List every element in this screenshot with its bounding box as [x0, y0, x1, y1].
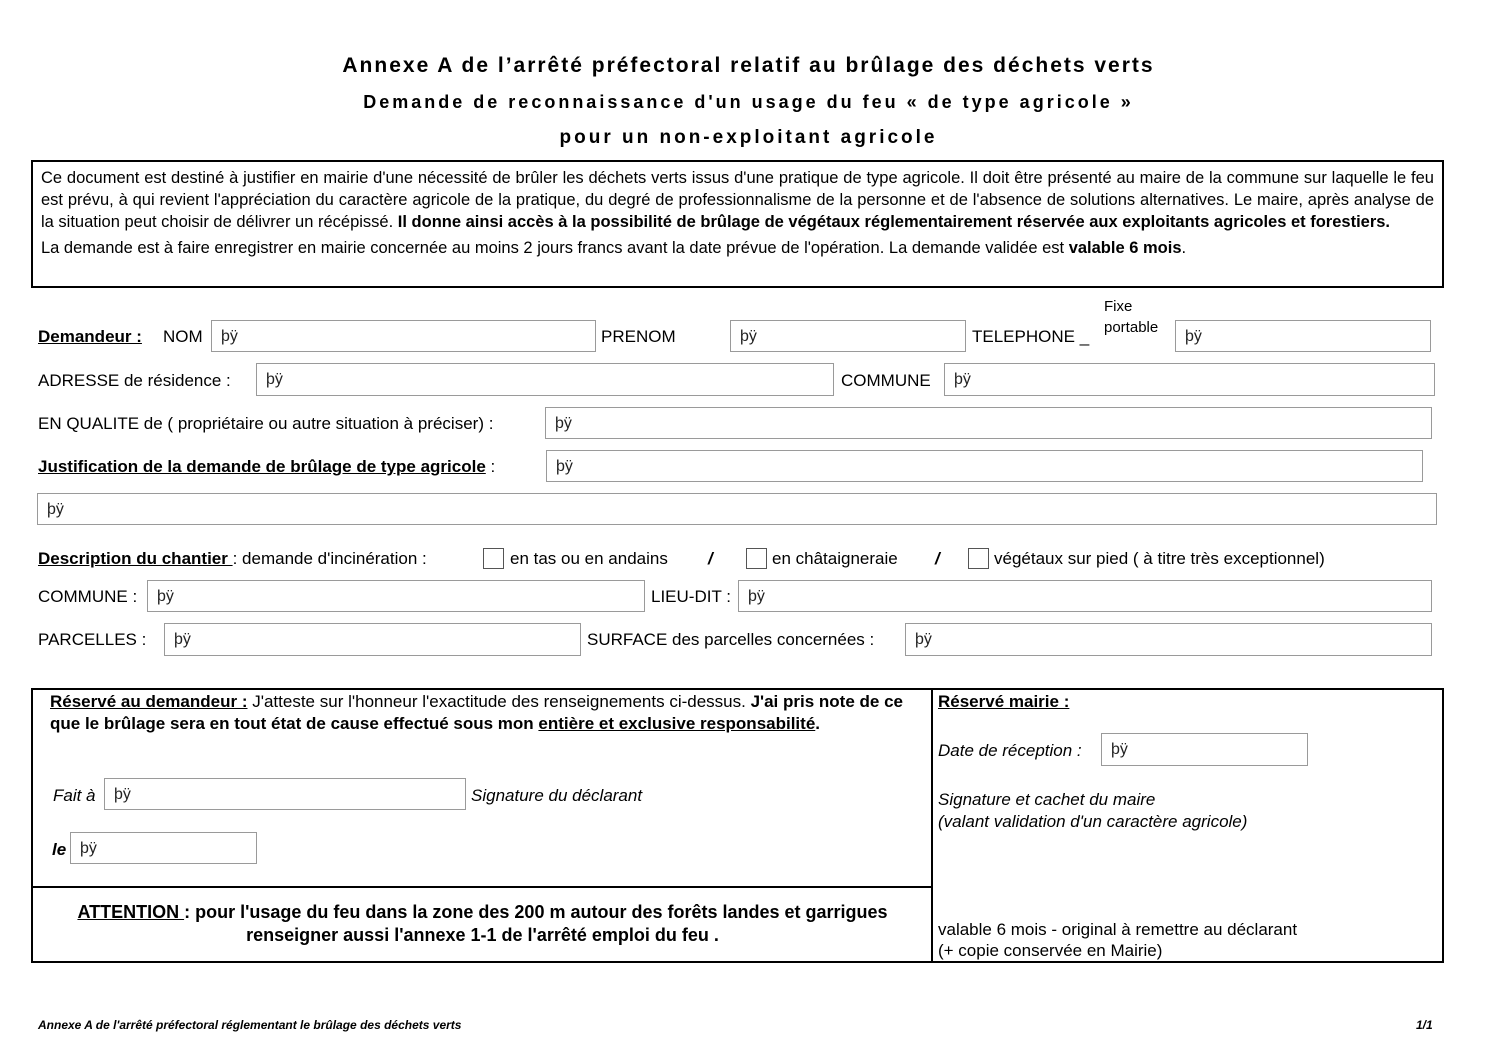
- prenom-field[interactable]: þÿ: [730, 320, 966, 352]
- info-box: [31, 160, 1444, 288]
- le-label: le: [52, 840, 67, 859]
- le-field[interactable]: þÿ: [70, 832, 257, 864]
- surface-field[interactable]: þÿ: [905, 623, 1432, 656]
- adresse-field[interactable]: þÿ: [256, 363, 834, 396]
- fixe-label: Fixe: [1104, 298, 1133, 315]
- opt-vegetaux-label: végétaux sur pied ( à titre très exceptionnel): [994, 549, 1325, 568]
- copie-text: (+ copie conservée en Mairie): [938, 941, 1163, 960]
- attention-notice: ATTENTION : pour l'usage du feu dans la zone des 200 m autour des forêts landes et garrigues renseigner aussi l'annexe 1-1 de l'arrêté emploi du feu .: [77, 902, 888, 945]
- date-reception-field[interactable]: þÿ: [1101, 733, 1308, 766]
- chantier-commune-label: COMMUNE :: [38, 587, 138, 606]
- nom-field[interactable]: þÿ: [211, 320, 596, 352]
- lieudit-label: LIEU-DIT :: [651, 587, 731, 606]
- info-paragraph-1: Ce document est destiné à justifier en mairie d'une nécessité de brûler les déchets verts issus d'une pratique de type agricole. Il doit être présenté au maire de la commune sur laquelle le feu est prévu, à qui revient l'appréciation du caractère agricole de la pratique, du degré de professionnalisme de la personne et de l'absence de solutions alternatives. Le maire, après analyse de la situation peut choisir de délivrer un récépissé. Il donne ainsi accès à la possibilité de brûlage de végétaux réglementairement réservée aux exploitants agricoles et forestiers.: [41, 169, 1434, 231]
- telephone-label: TELEPHONE _: [972, 327, 1090, 346]
- commune-label: COMMUNE: [841, 371, 931, 390]
- checkbox-tas[interactable]: [483, 548, 504, 569]
- qualite-field[interactable]: þÿ: [545, 407, 1432, 439]
- footer-text: Annexe A de l'arrêté préfectoral réglementant le brûlage des déchets verts: [38, 1018, 462, 1032]
- validite-text: valable 6 mois - original à remettre au déclarant: [938, 920, 1298, 939]
- checkbox-vegetaux[interactable]: [968, 548, 989, 569]
- validation-label: (valant validation d'un caractère agricole): [938, 812, 1248, 831]
- lieudit-field[interactable]: þÿ: [738, 580, 1432, 612]
- commune-field[interactable]: þÿ: [944, 363, 1435, 396]
- demandeur-label: Demandeur :: [38, 327, 142, 346]
- reserve-mairie-title: Réservé mairie :: [938, 692, 1070, 711]
- page-subtitle-2: pour un non-exploitant agricole: [559, 127, 938, 148]
- reserve-demandeur-text: Réservé au demandeur : J'atteste sur l'honneur l'exactitude des renseignements ci-dessus. J'ai pris note de ce que le brûlage sera en tout état de cause effectué sous mon entière et exclusive responsabilité.: [50, 692, 903, 733]
- portable-label: portable: [1104, 319, 1159, 336]
- parcelles-field[interactable]: þÿ: [164, 623, 581, 656]
- telephone-field[interactable]: þÿ: [1175, 320, 1431, 352]
- fait-label: Fait à: [53, 786, 96, 805]
- parcelles-label: PARCELLES :: [38, 630, 147, 649]
- nom-label: NOM: [163, 327, 203, 346]
- divider: [31, 886, 933, 888]
- separator: /: [935, 549, 940, 568]
- justification-label: Justification de la demande de brûlage de type agricole :: [38, 457, 496, 476]
- justification-field-2[interactable]: þÿ: [37, 493, 1437, 525]
- chantier-commune-field[interactable]: þÿ: [147, 580, 645, 612]
- divider: [931, 688, 933, 963]
- page-number: 1/1: [1416, 1018, 1433, 1032]
- chantier-label: Description du chantier : demande d'incinération :: [38, 549, 427, 568]
- surface-label: SURFACE des parcelles concernées :: [587, 630, 875, 649]
- fait-field[interactable]: þÿ: [104, 778, 466, 810]
- checkbox-chataigneraie[interactable]: [746, 548, 767, 569]
- signature-maire-label: Signature et cachet du maire: [938, 790, 1156, 809]
- prenom-label: PRENOM: [601, 327, 676, 346]
- opt-tas-label: en tas ou en andains: [510, 549, 668, 568]
- justification-field[interactable]: þÿ: [546, 450, 1423, 482]
- date-reception-label: Date de réception :: [938, 741, 1082, 760]
- info-paragraph-2: La demande est à faire enregistrer en mairie concernée au moins 2 jours francs avant la date prévue de l'opération. La demande validée est valable 6 mois.: [41, 239, 1187, 257]
- page-subtitle: Demande de reconnaissance d'un usage du feu « de type agricole »: [363, 92, 1134, 112]
- qualite-label: EN QUALITE de ( propriétaire ou autre situation à préciser) :: [38, 414, 494, 433]
- separator: /: [708, 549, 713, 568]
- page-title: Annexe A de l’arrêté préfectoral relatif au brûlage des déchets verts: [342, 54, 1155, 77]
- opt-chataigneraie-label: en châtaigneraie: [772, 549, 898, 568]
- adresse-label: ADRESSE de résidence :: [38, 371, 231, 390]
- signature-declarant-label: Signature du déclarant: [471, 786, 643, 805]
